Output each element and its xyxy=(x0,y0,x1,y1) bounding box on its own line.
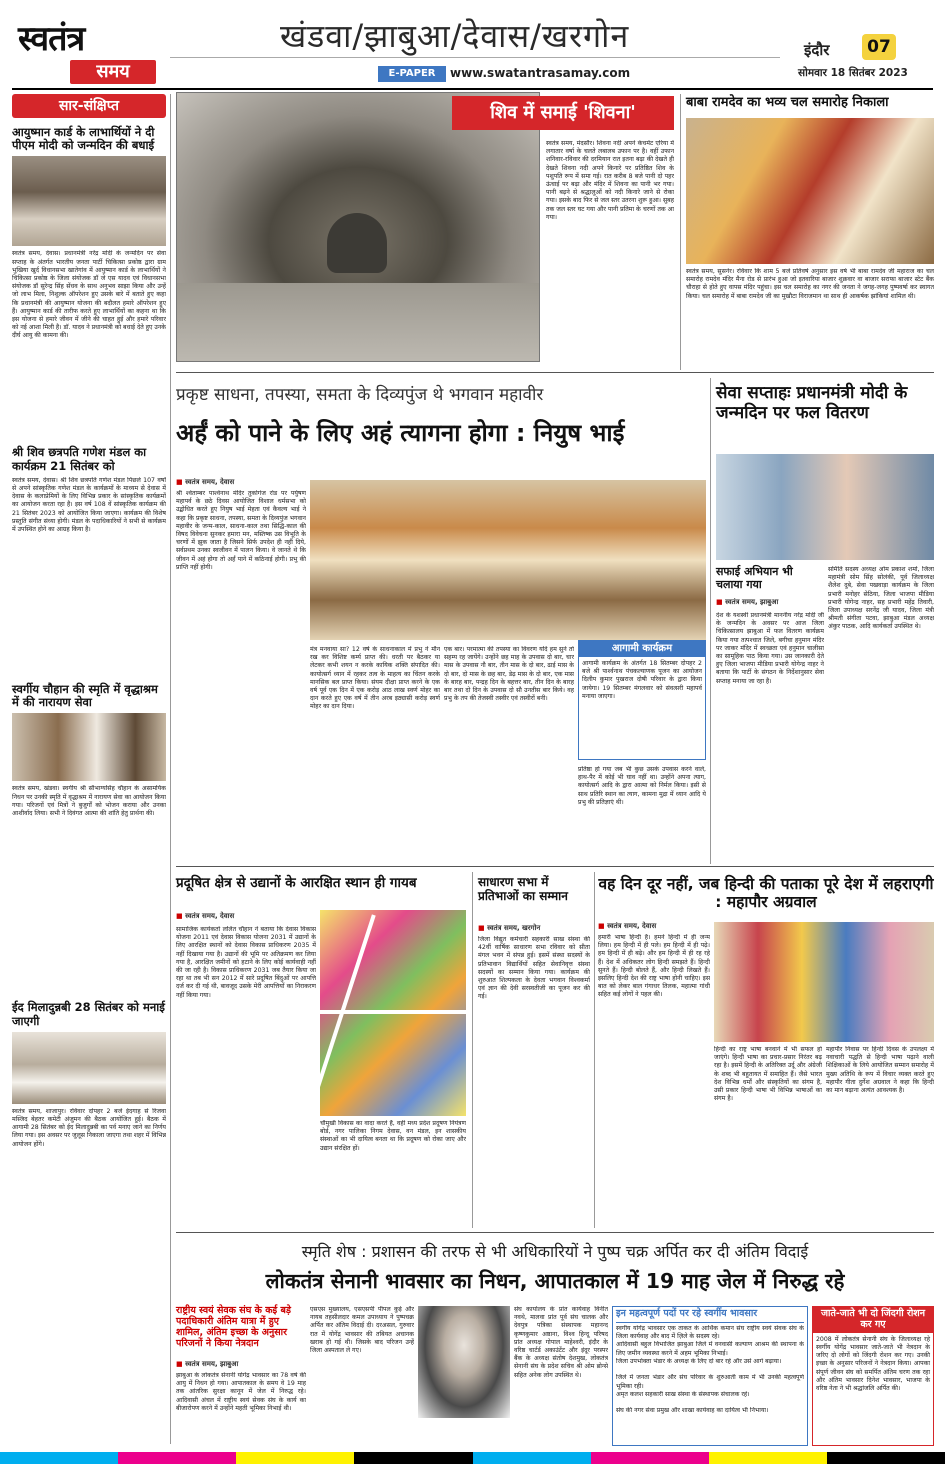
column-divider xyxy=(710,378,711,864)
aagami-box xyxy=(578,640,706,760)
hindi-body3: महापौर निवास पर हिन्दी दिवस के उपलक्ष्य में नवाचारी पद्धति से हिन्दी भाषा पढ़ाने वाली शिक्षिकाओं के लिये आयोजित सम्मान समारोह में मुख्य अतिथि के रूप में विचार व्यक्त करते हुए महापौर गीता दुर्गेश अग्रवाल ने कहा कि हिन्दी का मान बढ़ाना अत्यंत आवश्यक है। xyxy=(826,1046,934,1095)
shivna-title: शिव में समाई 'शिवना' xyxy=(452,96,674,130)
netradan-body: 2008 में लोकतंत्र सेनानी संघ के जिलाध्यक्ष रहे स्वर्गीय योगेंद्र भावसार जाते-जाते भी नेत्रदान के जरिए दो लोगों को जिंदगी रोशन कर गए। उनकी इच्छा के अनुसार परिजनों ने नेत्रदान किया। आपका संपूर्ण जीवन संघ को समर्पित अंतिम चरण तक रहा और अंतिम भावसार दिनेश भावसार, भाजपा के वरिष्ठ नेता ने भी श्रद्धांजलि अर्पित की। xyxy=(816,1335,930,1393)
temple-photo xyxy=(176,92,540,362)
ramdev-body: स्वतंत्र समय, सुसनेर। रविवार कि शाम 5 बजे प्रतिवर्ष अनुसार इस वर्ष भी बाबा रामदेव जी महाराज का चल समारोह रामदेव मंदिर मैना रोड से प्रारंभ हुआ जो इतवारिया बाजार शुक्रवार वा बाजार सराफा बाजार स्टेट बैंक चौराहा से होते हुए वापस मंदिर पहुंचा। इस चल समारोह का नगर की जनता ने जगह-जगह पुष्पवर्षा कर स्वागत किया। चल समारोह में बाबा रामदेव जी का मुखौटा विराजमान था साथ ही आकर्षक झांकियां शामिल थी। xyxy=(686,268,934,300)
story-headline: स्वर्गीय चौहान की स्मृति में वृद्धाश्रम में की नारायण सेवा xyxy=(12,681,158,710)
story-photo xyxy=(12,713,166,781)
section-divider xyxy=(176,372,934,373)
list-item: आदिवासी बहुल विभाजित झाबुआ जिले में वनवासी कल्याण आश्रम की स्थापना के लिए जमीन व्यवस्था करने में अहम भूमिका निभाई। xyxy=(616,1341,804,1357)
logo-top: स्वतंत्र xyxy=(18,19,85,59)
mahavir-headline: अर्हं को पाने के लिए अहं त्यागना होगा : नियुष भाई xyxy=(176,419,625,447)
column-divider xyxy=(472,872,473,1228)
story-headline: आयुष्मान कार्ड के लाभार्थियों ने दी पीएम मोदी को जन्मदिन की बधाई xyxy=(12,125,155,153)
seva-photo xyxy=(716,454,934,560)
story-body: स्वतंत्र समय, देवास। श्री शिव छत्रपति गणेश मंडल पिछले 107 वर्षों से अपने सांस्कृतिक गणेश मंडल के कार्यक्रमों के माध्यम से देवास में देवास के कलाप्रेमियों के लिए विभिन्न प्रकार के सांस्कृतिक कार्यक्रमों का आयोजन करता रहा है। इस वर्ष 108 वें सांस्कृतिक कार्यक्रम की 21 सितंबर 2023 को आयोजित किया जाएगा। कार्यक्रम की विशेष प्रस्तुति संगीत संध्या होगी। मंडल के पदाधिकारियों ने सभी से कार्यक्रम में उपस्थित होने का आग्रह किया है। xyxy=(12,476,166,534)
hindi-body1: हमारी भाषा हिन्दी है। हमने हिन्दी में ही जन्म लिया। हम हिन्दी में ही पले। हम हिन्दी में ही पढ़े। हम हिन्दी में ही बढ़े। और हम हिन्दी में ही रह रहे हैं। देश में अधिकतर लोग हिन्दी समझते हैं। हिन्दी सुनते हैं। हिन्दी बोलते हैं, और हिन्दी लिखते हैं। इसलिए हिन्दी देश की राष्ट्र भाषा होनी चाहिए। इस बात को लेकर बाल गंगाधर तिलक, महात्मा गांधी सहित कई लोगों ने पहल की। xyxy=(598,934,710,999)
page-number: 07 xyxy=(862,34,896,60)
color-swatch xyxy=(709,1452,827,1464)
story-headline: ईद मिलादुन्नबी 28 सितंबर को मनाई जाएगी xyxy=(12,1000,165,1028)
story-body: स्वतंत्र समय, शाजापुर। रविवार दोपहर 2 बजे ईदगाह से रिजवा मस्जिद बेहतर कमेटी अंजुमन की बैठक आयोजित हुई। बैठक में आगामी 28 सितंबर को ईद मिलादुन्नबी का पर्व मनाए जाने का निर्णय लिया गया। इस अवसर पर जुलूस निकाला जाएगा तथा शहर में विभिन्न आयोजन होंगे। xyxy=(12,1107,166,1148)
positions-title: इन महत्वपूर्ण पदों पर रहे स्वर्गीय भावसार xyxy=(616,1309,804,1323)
color-swatch xyxy=(473,1452,591,1464)
ramdev-headline: बाबा रामदेव का भव्य चल समारोह निकाला xyxy=(686,95,889,110)
list-item: जिले में जनता भंडार और संघ परिवार के शुरुआती काम में भी उनकी महत्वपूर्ण भूमिका रही। xyxy=(616,1374,804,1390)
water-surface xyxy=(177,283,540,362)
map-caption: चौमुखी विकास का वादा करते हैं, वहीं मध्य प्रदेश प्रदूषण नियंत्रण बोर्ड, नगर पालिका निगम देवास, वन मंडल, इन शासकीय संस्थाओं का भी दायित्व बनता था कि प्रदूषण को रोका जाए और उद्यान संरक्षित हों। xyxy=(320,1120,466,1152)
story-photo xyxy=(12,1032,166,1104)
hindi-body2: हिन्दी का राष्ट्र भाषा बनवाने में भी सफल हो जाएंगे। हिन्दी भाषा का प्रचार-प्रसार निरंतर बढ़ रहा है। इसमें हिन्दी के अतिरिक्त उर्दू और अंग्रेजी के शब्द भी बहुतायत में समाहित हैं। जैसे भारत देश विभिन्न धर्मों और संस्कृतियों का संगम है, उसी प्रकार हिन्दी भाषा भी विभिन्न भाषाओं का संगम है। xyxy=(714,1046,822,1103)
positions-box xyxy=(612,1306,808,1446)
shivna-body: स्वतंत्र समय, मंदसौर। शिवना नदी अपने केचमेंट एरिया में लगातार वर्षा के चलते लबालब उफान पर है। वहीं उफान शनिवार-रविवार की दरमियान रात इतना बढ़ा की देखते ही देखते शिवना नदी अपने किनारे पर प्रतिष्ठित शिव के पशुपति रूप में समा गई। रात करीब 8 बजे पानी दो पहर ऊंचाई पर बढ़ा और मंदिर में शिवना का पानी भर गया। पानी बढ़ने से श्रद्धालुओं को नदी किनारे जाने से रोका गया। इसके बाद फिर से जल स्तर उतरना शुरू हुआ। सुबह तक जल स्तर घट गया और पानी प्रतिमा के चरणों तक आ गया। xyxy=(546,140,674,221)
seva-body2: समिति सदस्य अध्यक्ष ओम प्रकाश शर्मा, जिला महामंत्री सोम सिंह सोलंकी, पूर्व जिलाध्यक्ष शैलेश दुबे, सेवा पखवाड़ा कार्यक्रम के जिला प्रभारी मनोहर सेठिया, जिला भाजपा मीडिया प्रभारी योगेन्द्र नाहर, सह प्रभारी महेंद्र तिवारी, जिला उपाध्यक्ष सरनेंद्र जी यादव, जिला मंत्री श्रीमती संगीता पटवा, झाबुआ मंडल अध्यक्ष अंकुर पाठक, आदि कार्यकर्ता उपस्थित थे। xyxy=(828,566,934,631)
story-photo xyxy=(12,156,166,246)
smriti-body2: एसएस मुख्यालय, एसएसपी पीपल कुई और नायब तहसीलदार कमल उपाध्याय ने पुष्पचक्र अर्पित कर अंतिम विदाई दी। दरअसल, गुरुवार रात में योगेंद्र भावसार की तबियत अचानक खराब हो गई थी। जिसके बाद परिजन उन्हें जिला अस्पताल ले गए। xyxy=(310,1306,414,1355)
color-registration-bar xyxy=(0,1452,945,1464)
smriti-kicker: स्मृति शेष : प्रशासन की तरफ से भी अधिकारियों ने पुष्प चक्र अर्पित कर दी अंतिम विदाई xyxy=(301,1242,809,1261)
sabha-headline: साधारण सभा में प्रतिभाओं का सम्मान xyxy=(478,875,568,903)
color-swatch xyxy=(591,1452,709,1464)
logo-bottom: समय xyxy=(70,60,156,84)
udyan-body: सामाजिक कार्यकर्ता ललित चौहान ने बताया कि देवास विकास योजना 2011 एवं देवास विकास योजना 2031 में उद्यानों के लिए आरक्षित स्थानों को देवास विकास प्राधिकरण 2035 में नहीं दिखाया गया है। उद्यानों की भूमि पर अतिक्रमण कर लिया गया है, आरक्षित जमीनों को हटाने के लिए कोई कार्यवाही नहीं की जा रही है। विकास प्राधिकरण 2031 जब तैयार किया जा रहा था तब भी सन 2012 में सारे प्रदूषित बिंदुओं पर आपत्ति दर्ज कर दी गई थी, बावजूद उसके मेरी आपत्तियों का निराकरण नहीं किया गया। xyxy=(176,926,316,999)
map-road xyxy=(320,1010,466,1014)
udyan-headline: प्रदूषित क्षेत्र से उद्यानों के आरक्षित स्थान ही गायब xyxy=(176,875,417,891)
color-swatch xyxy=(827,1452,945,1464)
seva-body1: देश के यशस्वी प्रधानमंत्री माननीय नरेंद्र मोदी जी के जन्मदिन के अवसर पर आज जिला चिकित्सालय झाबुआ में फल वितरण कार्यक्रम किया गया तत्पश्चात जिले, बगीचा हनुमान मंदिर पर जाकर मंदिर में स्वच्छता एवं हनुमान चालीसा का सामूहिक पाठ किया गया। उस जानकारी देते हुए जिला भाजपा मीडिया प्रभारी योगेन्द्र नाहर ने बताया कि पार्टी के संगठन के निर्देशानुसार सेवा सप्ताह मनाया जा रहा है। xyxy=(716,612,824,685)
seva-headline: सेवा सप्ताहः प्रधानमंत्री मोदी के जन्मदिन पर फल वितरण xyxy=(716,383,908,423)
smriti-subhead: राष्ट्रीय स्वयं सेवक संघ के कई बड़े पदाधिकारी अंतिम यात्रा में हुए शामिल, अंतिम इच्छा के अनुसार परिजनों ने किया नेत्रदान xyxy=(176,1305,291,1349)
netradan-title: जाते-जाते भी दो जिंदगी रोशन कर गए xyxy=(813,1307,933,1333)
epaper-label: E-PAPER xyxy=(378,66,446,82)
section-divider xyxy=(176,866,934,867)
smriti-byline: ■ स्वतंत्र समय, झाबुआ xyxy=(176,1360,238,1369)
list-item: अमृत कलश सहकारी साख संस्था के संस्थापक संचालक रहे। xyxy=(616,1390,750,1398)
issue-date: सोमवार 18 सितंबर 2023 xyxy=(798,67,908,79)
netradan-box xyxy=(812,1306,934,1446)
bhavsar-portrait xyxy=(418,1306,510,1418)
udyan-byline: ■ स्वतंत्र समय, देवास xyxy=(176,912,234,921)
mahavir-col4: प्रतिष्ठा हो गया जब भी कुछ उसके उपवास करने वाले, हाथ-पैर में कोई भी घाव नहीं था। उन्होंने अपना त्याग, कायोत्सर्ग आदि के द्वारा आत्मा को निर्मल किया। इसी से साथ प्रतिरि स्थान का त्याग, कामना मुद्रा में ध्यान आदि ये प्रभु की प्रतिज्ञाएं थी। xyxy=(578,766,706,806)
shivling-shape xyxy=(327,213,387,273)
website-link[interactable]: www.swatantrasamay.com xyxy=(450,66,631,80)
masthead-divider xyxy=(12,88,933,90)
ramdev-photo xyxy=(686,118,934,264)
sabha-byline: ■ स्वतंत्र समय, खरगोन xyxy=(478,924,540,933)
color-swatch xyxy=(0,1452,118,1464)
section-title: सार-संक्षिप्त xyxy=(12,94,166,118)
color-swatch xyxy=(118,1452,236,1464)
aagami-body: आगामी कार्यक्रम के अंतर्गत 18 सितम्बर दोपहर 2 बजे श्री पार्श्वनाथ पंचकल्याणक पूजन का आयोजन दिलीप कुमार पुखराज दोषी परिवार के द्वारा किया जायेगा। 19 सितम्बर मंगलवार को संवत्सरी महापर्व मनाया जाएगा। xyxy=(582,660,702,700)
mahavir-kicker: प्रकृष्ट साधना, तपस्या, समता के दिव्यपुंज थे भगवान महावीर xyxy=(176,385,544,405)
color-swatch xyxy=(354,1452,472,1464)
list-item: संघ की नगर सेवा प्रमुख और शाखा कार्यवाह का दायित्व भी निभाया। xyxy=(616,1407,769,1415)
seva-byline: ■ स्वतंत्र समय, झाबुआ xyxy=(716,598,778,607)
story-body: स्वतंत्र समय, देवास। प्रधानमंत्री नरेंद्र मोदी के जन्मदिन पर सेवा सप्ताह के अंतर्गत भारतीय जनता पार्टी चिकित्सा प्रकोष्ठ द्वारा ग्राम भुखिया खुर्द विधानसभा खातेगांव में आयुष्मान कार्ड के लाभार्थियों ने चिकित्सा प्रकोष्ठ के जिला संयोजक डॉ जे एस यादव एवं विधानसभा संयोजक डॉ सुरेन्द्र सिंह सेंधव के साथ अनुभव साझा किया और उन्हें जो लाभ मिला, निशुल्क ऑपरेशन हुए उसके बारे में बताते हुए कहा कि प्रधानमंत्री की आयुष्मान योजना की बदौलत हमारे ऑपरेशन हुए हैं। आयुष्मान कार्ड की तारीफ करते हुए लाभार्थियों का कहना था कि इस योजना से हमारे जीवन में जीने की चाहत हुई और हमारे परिवार को नई आशा मिली है। डॉ. यादव ने प्रधानमंत्री को बधाई देते हुए उनके दीर्घ आयु की कामना की। xyxy=(12,250,166,340)
story-headline: श्री शिव छत्रपति गणेश मंडल का कार्यक्रम 21 सितंबर को xyxy=(12,445,147,473)
masthead xyxy=(0,0,945,90)
left-column xyxy=(12,94,166,1442)
hindi-byline: ■ स्वतंत्र समय, देवास xyxy=(598,922,656,931)
color-swatch xyxy=(236,1452,354,1464)
mahavir-byline: ■ स्वतंत्र समय, देवास xyxy=(176,478,234,487)
column-divider xyxy=(594,872,595,1228)
smriti-headline: लोकतंत्र सेनानी भावसार का निधन, आपातकाल में 19 माह जेल में निरुद्ध रहे xyxy=(265,1269,845,1293)
aagami-title: आगामी कार्यक्रम xyxy=(579,641,705,657)
column-divider xyxy=(170,94,171,1444)
city-map xyxy=(320,910,466,1116)
list-item: स्वर्गीय योगेंद्र भावसार एक ताकत के आर्थिक कमान संघ राष्ट्रीय स्वयं सेवक संघ के जिला कार्यवाह और बाद में ज़िले के सदस्य रहे। xyxy=(616,1324,804,1341)
list-item: जिला उपभोक्ता भंडार के अध्यक्ष के लिए दो बार रहे और उसे आगे बढ़ाया। xyxy=(616,1357,782,1365)
mahavir-photo xyxy=(310,480,706,640)
section-divider xyxy=(176,1232,934,1233)
hindi-headline: वह दिन दूर नहीं, जब हिन्दी की पताका पूरे देश में लहराएगी : महापौर अग्रवाल xyxy=(598,875,934,911)
column-divider xyxy=(680,94,681,370)
story-body: स्वतंत्र समय, खंडवा। स्वर्गीय श्री सौभाग्यसिंह चौहान के असामयिक निधन पर उनकी स्मृति में वृद्धाश्रम में नारायण सेवा का आयोजन किया गया। परिजनों एवं मित्रों ने बुजुर्गों को भोजन कराया और उनका आशीर्वाद लिया। सभी ने दिवंगत आत्मा की शांति हेतु प्रार्थना की। xyxy=(12,785,166,817)
city-label: इंदौर xyxy=(804,41,830,59)
sabha-body: जिला विद्युत कर्मचारी सहकारी साख संस्था की 42वीं वार्षिक साधारण सभा रविवार को सीता मंगल भवन में संपन्न हुई। इसमें संस्था सदस्यों के प्रतिभावान विद्यार्थियों सहित सेवानिवृत्त संस्था सदस्यों का सम्मान किया गया। कार्यक्रम की शुरुआत शिल्पकला के देवता भगवान विश्वकर्मा एवं ज्ञान की देवी सरस्वतीजी का पूजन कर की गई। xyxy=(478,936,590,1001)
mahavir-col3: एक बार। परमात्मा की तपस्या का विवरण यदि हम सुने तो सहम्य रह जायेंगे। उन्होंने छह माह के उपवास दो बार, चार मास के उपवास नौ बार, तीन मास के दो बार, ढाई मास के दो बार, दो मास के छह बार, डेढ़ मास के दो बार, एक मास के बारह बार, पन्द्रह दिन के बहत्तर बार, तीन दिन के बारह बार तथा दो दिन के उपवास दो सौ उनतीस बार किये। वह प्रभु के तप की तेजस्वी तस्वीर एवं तस्वीरों बनी। xyxy=(444,646,574,703)
mahavir-col2: मंत्र मनवाया सा? 12 वर्ष के साधनाकाल में प्रभु ने मौन रख कर विशिष्ट कर्म्य प्राप्त की। धरती पर बैठकर या लेटकर कभी शयन न करके कायिक शक्ति संपादित की। कायोत्सर्ग ध्यान में रहकर तत्व के माहत्य का चिंतन करके मानसिक बल प्राप्त किया। संयम दीक्षा प्राप्त करने के एक वर्ष पूर्व एक दिन में एक करोड़ आठ लाख स्वर्ण मोहर का दान करते हुए एक वर्ष में तीन अरब इठ्यासी करोड़ स्वर्ण मोहर का दान दिया। xyxy=(310,646,440,711)
smriti-body3: संघ कार्यालय के प्रांत कार्यवाह विनीत नवथे, मालवा प्रांत पूर्व संघ चालक और देवपुत्र पत्रिका संस्थापक महानन्द कृष्णकुमार अष्ठाना, विश्व हिन्दू परिषद प्रांत अध्यक्ष गोपाल माहेश्वरी, इंदौर के वरिष्ठ चार्टर्ड अकाउंटेंट और इंदूर परस्पर बैंक के अध्यक्ष संतोष देशमुख, लोकतंत्र सेनानी संघ के प्रदेश सचिव श्री ओम ब्रोन्से सहित अनेक लोग उपस्थित थे। xyxy=(514,1306,608,1379)
seva-subhead: सफाई अभियान भी चलाया गया xyxy=(716,565,793,591)
regions-title: खंडवा/झाबुआ/देवास/खरगोन xyxy=(280,17,630,55)
mahavir-col1: श्री श्वेताम्बर पार्श्वनाथ मंदिर तुकोगंज रोड पर पर्युषण महापर्व के छठे दिवस आयोजित विशाल धर्मसभा को उद्बोधित करते हुए नियुष भाई मेहता एवं कैवल्य भाई ने कहा कि प्रकृष्ट साधना, तपस्या, समता के दिव्यपुंज भगवान महावीर के जन्म-काल, साधना-काल तथा सिद्धि-काल की विषद विवेचना सुनकर हमारा मन, मस्तिष्क उस विभूति के चरणों में झुक जाता है जिसने सिर्फ उपदेश ही नहीं दिये, सर्वप्रथम उनका स्वजीवन में पालन किया। वे जानते थे कि जीवन में अहं होगा तो अर्हं पाने में कठिनाई होगी। प्रभु की प्राप्ति नहीं होगी। xyxy=(176,490,306,571)
hindi-photo xyxy=(714,922,934,1042)
positions-list xyxy=(616,1325,804,1424)
smriti-body1: झाबुआ के लोकतंत्र सेनानी योगेंद्र भावसार का 78 वर्ष की आयु में निधन हो गया। आपातकाल के समय वे 19 माह तक आंतरिक सुरक्षा कानून में जेल में निरुद्ध रहे। आदिवासी अंचल में राष्ट्रीय स्वयं सेवक संघ के कार्य का बीजारोपण करने में उन्होंने महती भूमिका निभाई थी। xyxy=(176,1372,306,1412)
